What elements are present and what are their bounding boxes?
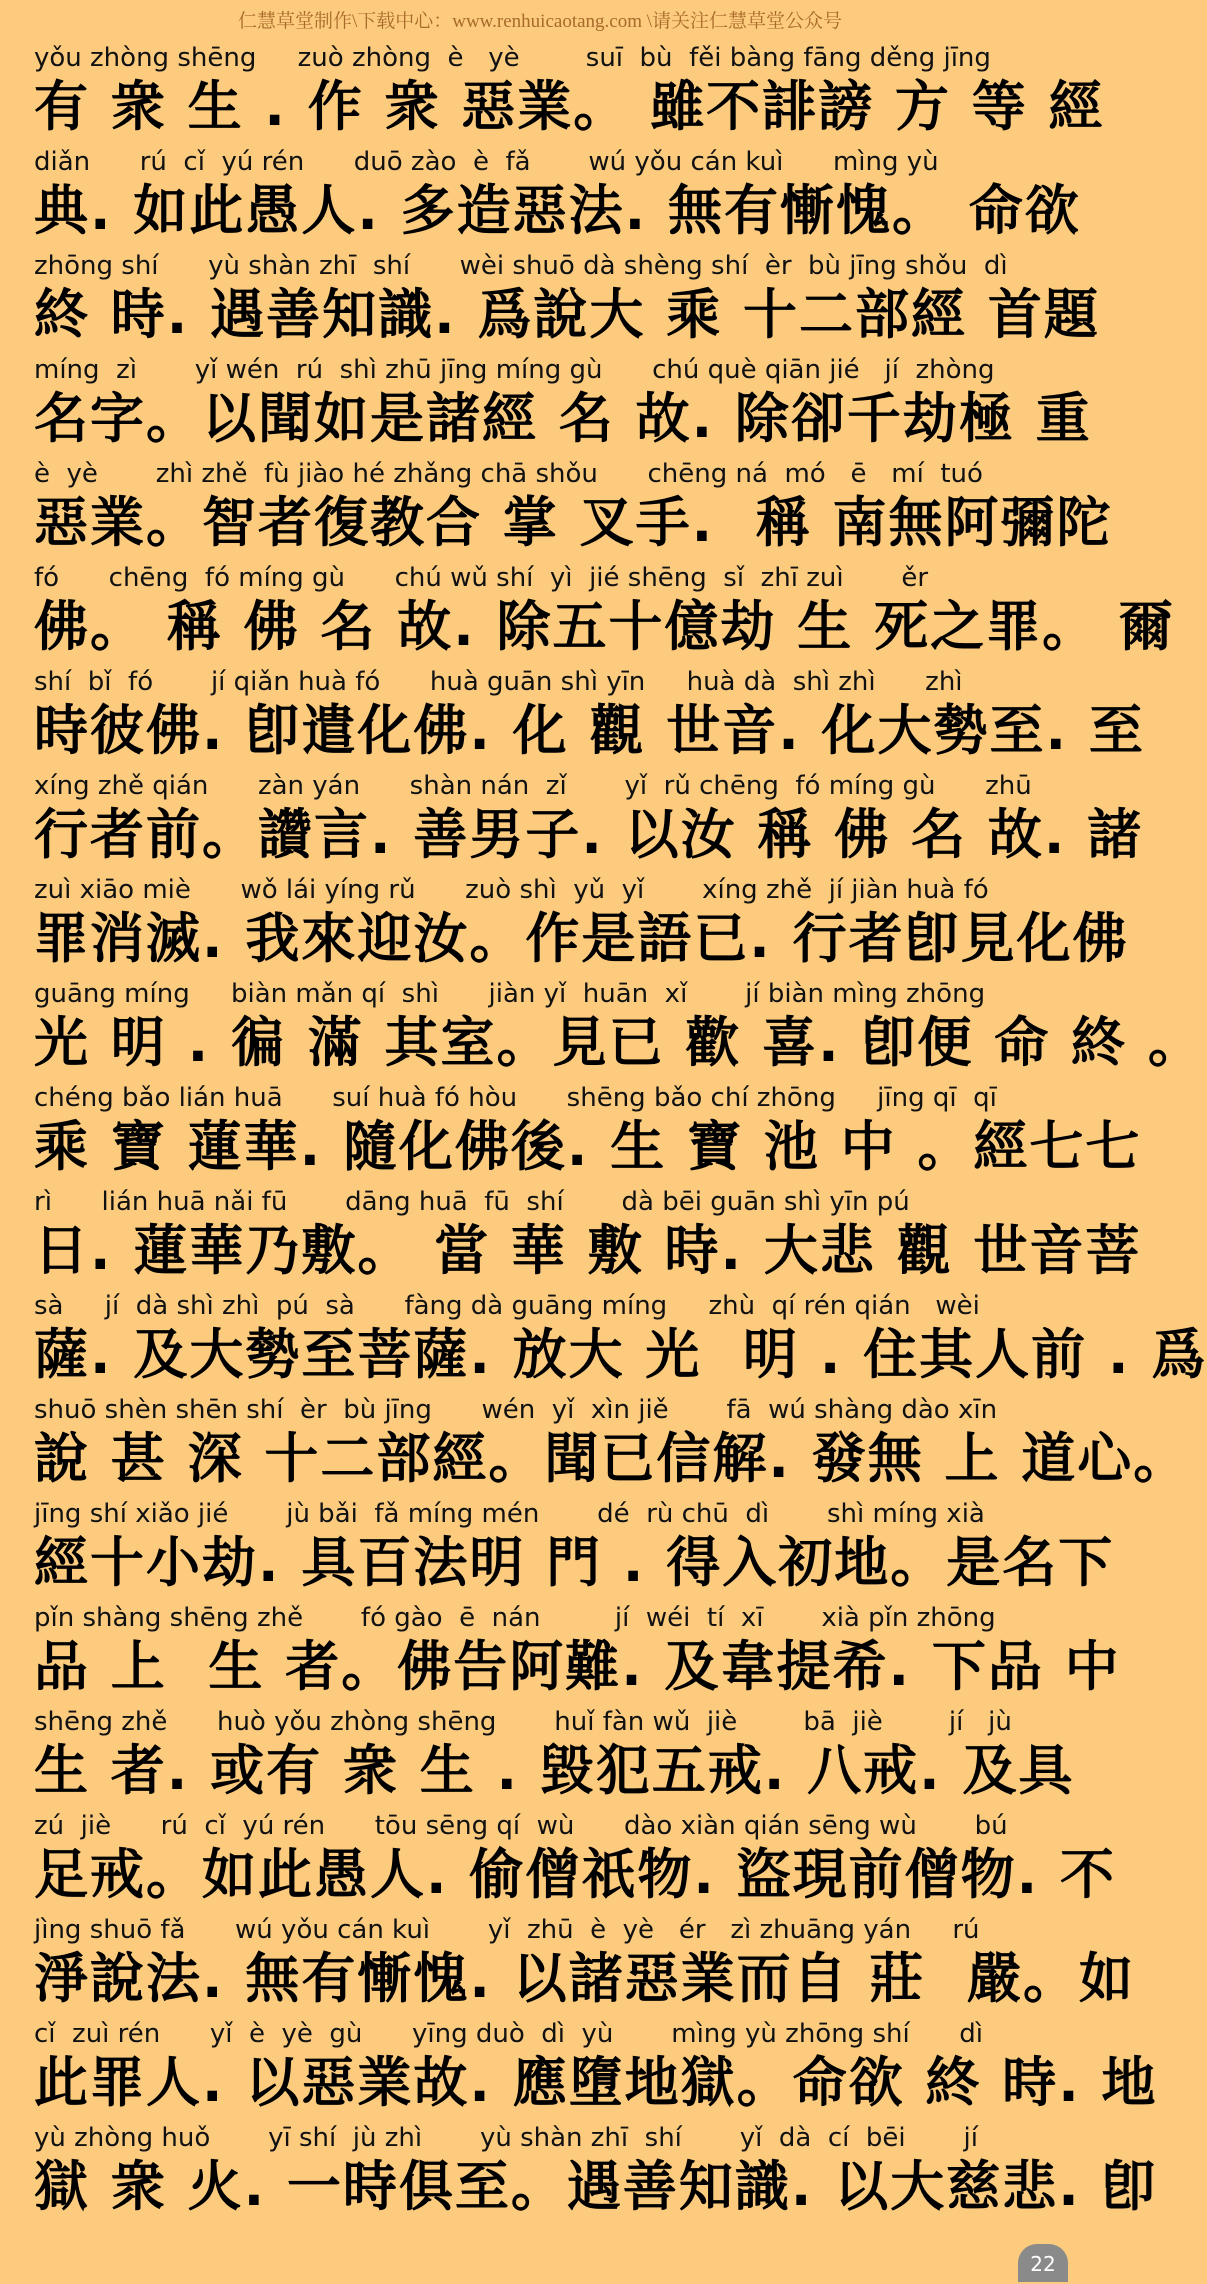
pinyin-line: guāng míng biàn mǎn qí shì jiàn yǐ huān xǐ jí biàn mìng zhōng bbox=[34, 979, 986, 1009]
hanzi-line: 乘 寶 蓮華. 隨化佛後. 生 寶 池 中 。經七七 bbox=[34, 1115, 1142, 1178]
pinyin-line: pǐn shàng shēng zhě fó gào ē nán jí wéi tí xī xià pǐn zhōng bbox=[34, 1603, 996, 1633]
text-line bbox=[0, 1395, 1190, 1500]
pinyin-line: diǎn rú cǐ yú rén duō zào è fǎ wú yǒu cán kuì mìng yù bbox=[34, 147, 939, 177]
hanzi-line: 足戒。如此愚人. 偷僧祇物. 盜現前僧物. 不 bbox=[34, 1843, 1116, 1906]
hanzi-line: 薩. 及大勢至菩薩. 放大 光 明 . 住其人前 . 爲 bbox=[34, 1323, 1207, 1386]
text-line bbox=[0, 355, 1092, 460]
pinyin-line: shí bǐ fó jí qiǎn huà fó huà guān shì yīn huà dà shì zhì zhì bbox=[34, 667, 963, 697]
hanzi-line: 典. 如此愚人. 多造惡法. 無有慚愧。 命欲 bbox=[34, 179, 1081, 242]
text-line bbox=[0, 1915, 1136, 2020]
hanzi-line: 此罪人. 以惡業故. 應墮地獄。命欲 終 時. 地 bbox=[34, 2051, 1158, 2114]
pinyin-line: è yè zhì zhě fù jiào hé zhǎng chā shǒu chēng ná mó ē mí tuó bbox=[34, 459, 983, 489]
hanzi-line: 光 明 . 徧 滿 其室。見已 歡 喜. 卽便 命 終 。 bbox=[34, 1011, 1204, 1074]
text-line bbox=[0, 667, 1145, 772]
pinyin-line: fó chēng fó míng gù chú wǔ shí yì jié shēng sǐ zhī zuì ěr bbox=[34, 563, 929, 593]
pinyin-line: xíng zhě qián zàn yán shàn nán zǐ yǐ rǔ chēng fó míng gù zhū bbox=[34, 771, 1032, 801]
watermark-header: 仁慧草堂制作\下载中心：www.renhuicaotang.com \请关注仁慧草堂公众号 bbox=[237, 11, 843, 32]
text-line bbox=[0, 1603, 1121, 1708]
text-line bbox=[0, 1083, 1142, 1188]
text-line bbox=[0, 1708, 1080, 1812]
pinyin-line: zuì xiāo miè wǒ lái yíng rǔ zuò shì yǔ yǐ xíng zhě jí jiàn huà fó bbox=[34, 875, 989, 905]
text-line bbox=[0, 563, 1175, 668]
pinyin-line: shuō shèn shēn shí èr bù jīng wén yǐ xìn jiě fā wú shàng dào xīn bbox=[34, 1395, 998, 1425]
page-number-badge: 22 bbox=[1018, 2244, 1068, 2282]
text-line bbox=[0, 43, 1105, 148]
pinyin-line: zú jiè rú cǐ yú rén tōu sēng qí wù dào xiàn qián sēng wù bú bbox=[34, 1811, 1008, 1841]
text-line bbox=[0, 2123, 1158, 2228]
text-line bbox=[0, 1499, 1115, 1604]
pinyin-line: jìng shuō fǎ wú yǒu cán kuì yǐ zhū è yè ér zì zhuāng yán rú bbox=[34, 1915, 980, 1945]
text-line bbox=[0, 251, 1100, 356]
hanzi-line: 惡業。智者復教合 掌 叉手. 稱 南無阿彌陀 bbox=[34, 491, 1113, 554]
pinyin-line: shēng zhě huò yǒu zhòng shēng huǐ fàn wǔ jiè bā jiè jí jù bbox=[34, 1707, 1012, 1737]
text-line bbox=[0, 2019, 1158, 2124]
pinyin-line: sà jí dà shì zhì pú sà fàng dà guāng míng zhù qí rén qián wèi bbox=[34, 1291, 980, 1321]
hanzi-line: 生 者. 或有 衆 生 . 毀犯五戒. 八戒. 及具 bbox=[34, 1739, 1075, 1802]
text-line bbox=[0, 979, 1204, 1084]
hanzi-line: 獄 衆 火. 一時俱至。遇善知識. 以大慈悲. 卽 bbox=[34, 2155, 1158, 2218]
text-line bbox=[0, 875, 1129, 980]
hanzi-line: 終 時. 遇善知識. 爲說大 乘 十二部經 首題 bbox=[34, 283, 1100, 346]
pinyin-line: chéng bǎo lián huā suí huà fó hòu shēng bǎo chí zhōng jīng qī qī bbox=[34, 1083, 997, 1113]
text-line bbox=[0, 1291, 1207, 1396]
text-line bbox=[0, 459, 1113, 564]
pinyin-line: zhōng shí yù shàn zhī shí wèi shuō dà shèng shí èr bù jīng shǒu dì bbox=[34, 251, 1008, 281]
pinyin-line: cǐ zuì rén yǐ è yè gù yīng duò dì yù mìng yù zhōng shí dì bbox=[34, 2019, 984, 2049]
hanzi-line: 時彼佛. 卽遣化佛. 化 觀 世音. 化大勢至. 至 bbox=[34, 699, 1145, 762]
hanzi-line: 經十小劫. 具百法明 門 . 得入初地。是名下 bbox=[34, 1531, 1115, 1594]
pinyin-line: míng zì yǐ wén rú shì zhū jīng míng gù chú què qiān jié jí zhòng bbox=[34, 355, 995, 385]
hanzi-line: 行者前。讚言. 善男子. 以汝 稱 佛 名 故. 諸 bbox=[34, 803, 1144, 866]
pinyin-line: rì lián huā nǎi fū dāng huā fū shí dà bēi guān shì yīn pú bbox=[34, 1187, 910, 1217]
hanzi-line: 罪消滅. 我來迎汝。作是語已. 行者卽見化佛 bbox=[34, 907, 1129, 970]
hanzi-line: 日. 蓮華乃敷。 當 華 敷 時. 大悲 觀 世音菩 bbox=[34, 1219, 1142, 1282]
hanzi-line: 品 上 生 者。佛告阿難. 及韋提希. 下品 中 bbox=[34, 1635, 1121, 1698]
hanzi-line: 名字。以聞如是諸經 名 故. 除卻千劫極 重 bbox=[34, 387, 1092, 450]
text-line bbox=[0, 1187, 1142, 1292]
hanzi-line: 說 甚 深 十二部經。聞已信解. 發無 上 道心。 bbox=[34, 1427, 1190, 1490]
hanzi-line: 淨說法. 無有慚愧. 以諸惡業而自 莊 嚴。如 bbox=[34, 1947, 1136, 2010]
pinyin-line: jīng shí xiǎo jié jù bǎi fǎ míng mén dé rù chū dì shì míng xià bbox=[34, 1499, 985, 1529]
pinyin-line: yù zhòng huǒ yī shí jù zhì yù shàn zhī shí yǐ dà cí bēi jí bbox=[34, 2123, 978, 2153]
pinyin-line: yǒu zhòng shēng zuò zhòng è yè suī bù fěi bàng fāng děng jīng bbox=[34, 43, 991, 73]
hanzi-line: 佛。 稱 佛 名 故. 除五十億劫 生 死之罪。 爾 bbox=[34, 595, 1175, 658]
text-line bbox=[0, 1811, 1116, 1916]
text-line bbox=[0, 771, 1144, 876]
hanzi-line: 有 衆 生 . 作 衆 惡業。 雖不誹謗 方 等 經 bbox=[34, 75, 1105, 138]
text-line bbox=[0, 148, 1080, 252]
sutra-text-block bbox=[0, 43, 1207, 2228]
